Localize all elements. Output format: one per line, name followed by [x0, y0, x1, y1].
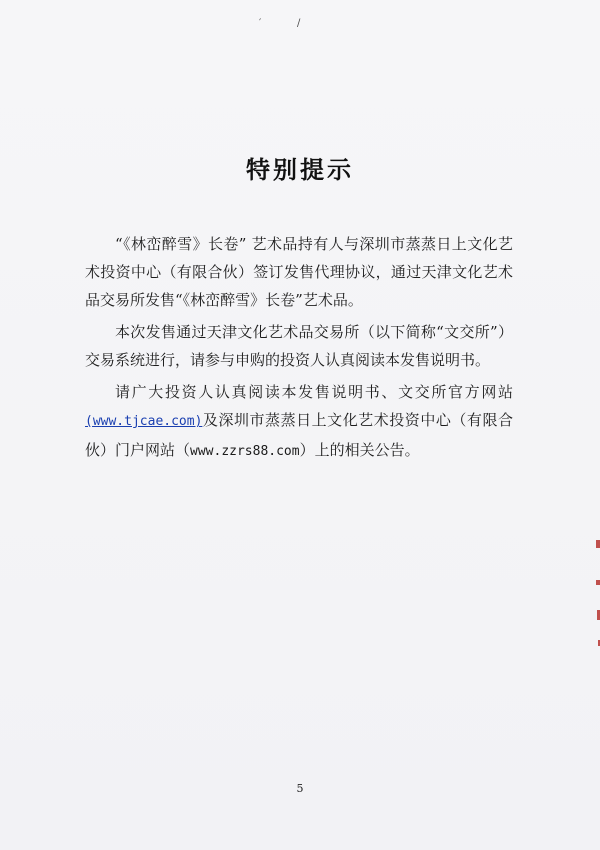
edge-mark [596, 580, 600, 585]
scan-mark: ′ [259, 18, 262, 29]
paragraph-3-tail: ）上的相关公告。 [299, 441, 420, 459]
page-number: 5 [296, 782, 304, 795]
paragraph-1: “《林峦醉雪》长卷” 艺术品持有人与深圳市蒸蒸日上文化艺术投资中心（有限合伙）签订发售代理协议，通过天津文化艺术品交易所发售“《林峦醉雪》长卷”艺术品。 [85, 235, 513, 309]
paragraph-3 [85, 378, 513, 466]
zzrs-website: www.zzrs88.com [190, 444, 300, 459]
edge-mark [596, 540, 600, 548]
scan-mark: / [297, 18, 301, 29]
paragraph-3-lead: 请广大投资人认真阅读本发售说明书、文交所官方网站 [115, 383, 513, 401]
page-title: 特别提示 [246, 156, 354, 184]
body-text [85, 230, 513, 470]
paragraph-3-middle: 及深圳市蒸蒸日上文化艺术投资中心（有限合伙）门户网站（ [85, 411, 513, 459]
scan-marks [255, 18, 315, 32]
tjcae-link[interactable]: (www.tjcae.com) [85, 414, 203, 429]
edge-stamp-marks [594, 540, 600, 660]
paragraph-2: 本次发售通过天津文化艺术品交易所（以下简称“文交所”）交易系统进行，请参与申购的投资人认真阅读本发售说明书。 [85, 323, 513, 369]
